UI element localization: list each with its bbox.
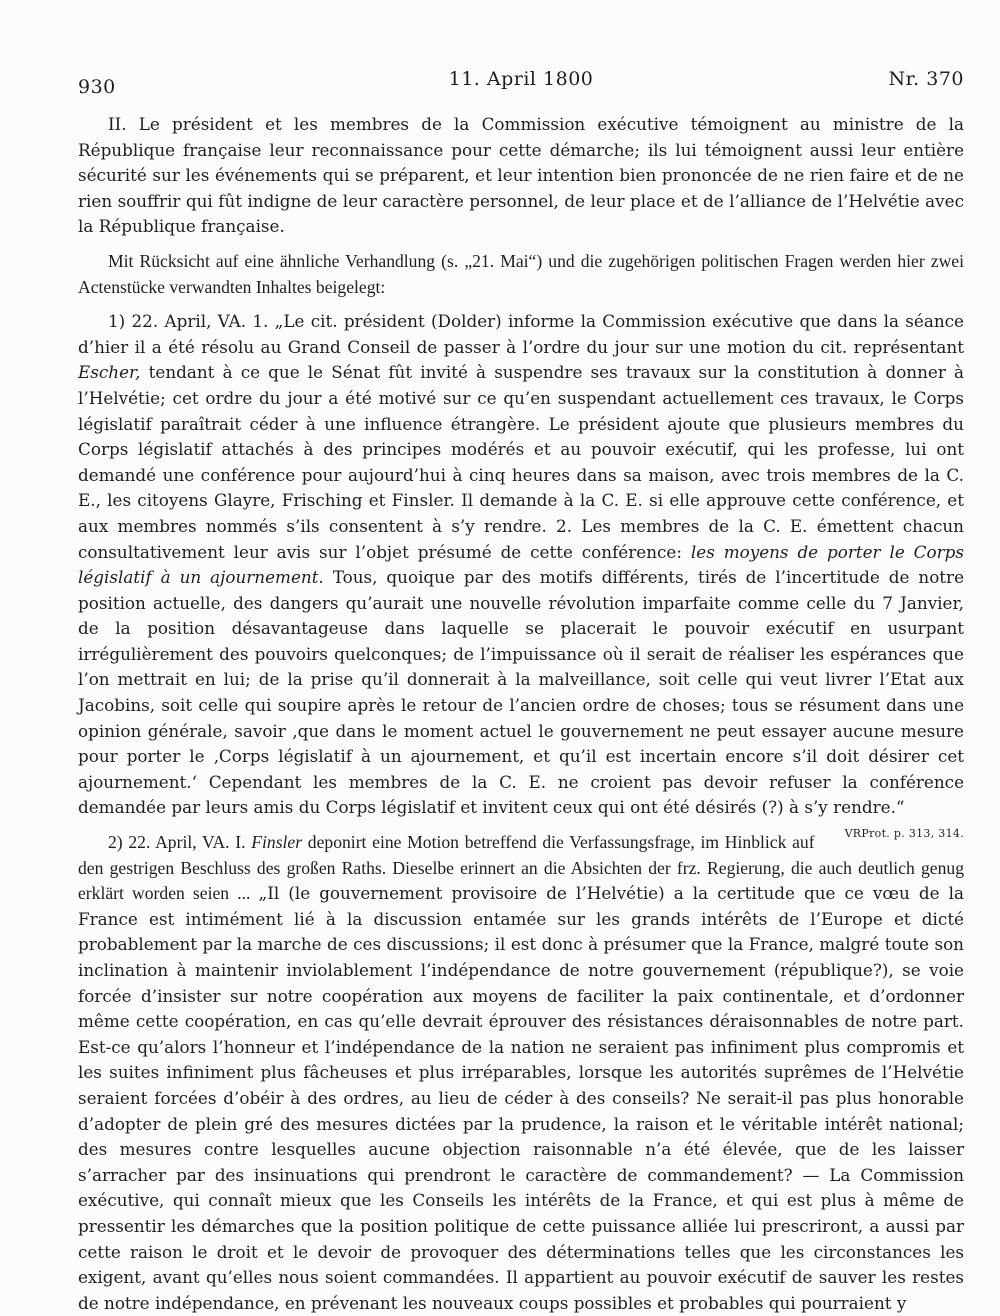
page-content <box>78 68 964 1316</box>
doc1-name-escher: Escher, <box>78 362 141 383</box>
paragraph-editorial-note <box>78 249 964 300</box>
doc1-tail: Tous, quoique par des motifs différents, tirés de l’incertitude de notre position actuelle, des dangers qu’aurait une nouvelle révolution imparfaite comme celle du 7 Janvier, de la position désavantageuse dans laquelle se placerait le pouvoir exécutif en usurpant irrégulièrement des pouvoirs quelconques; de l’impuissance où il serait de réaliser les espérances que l’on mettrait en lui; de la prise qu’il donnerait à la malveillance, soit celle qui veut livrer l’Etat aux Jacobins, soit celle qui soupire après le retour de l’ancien ordre de choses; tous se résument dans une opinion générale, savoir ‚que dans le moment actuel le gouvernement ne peut essayer aucune mesure pour porter le ‚Corps législatif à un ajournement, et qu’il est incertain encore s’il doit désirer cet ajournement.‘ Cependant les membres de la C. E. ne croient pas devoir refuser la conférence demandée par leurs amis du Corps législatif et invitent ceux qui ont été désirés (?) à s’y rendre.“ <box>78 567 964 818</box>
paragraph-text: II. Le président et les membres de la Commission exécutive témoignent au ministre de la République française leur reconnaissance pour cette démarche; ils lui témoignent aussi leur entière sécurité sur les événements qui se préparent, et leur intention bien prononcée de ne rien faire et de ne rien souffrir qui fût indigne de leur caractère personnel, de leur place et de l’alliance de l’Helvétie avec la République française. <box>78 114 964 237</box>
paragraph-text: Mit Rücksicht auf eine ähnliche Verhandlung (s. „21. Mai“) und die zugehörigen politischen Fragen werden hier zwei Actenstücke verwandten Inhaltes beigelegt: <box>78 250 964 297</box>
doc2-lead: 2) 22. April, VA. I. <box>108 832 252 853</box>
doc1-mid: tendant à ce que le Sénat fût invité à suspendre ses travaux sur la constitution à donner à l’Helvétie; cet ordre du jour a été motivé sur ce qu’en suspendant actuellement ces travaux, le Corps législatif paraîtrait céder à une influence étrangère. Le président ajoute que plusieurs membres du Corps législatif attachés à des principes modérés et au pouvoir exécutif, qui les professe, lui ont demandé une conférence pour aujourd’hui à cinq heures dans sa maison, avec trois membres de la C. E., les citoyens Glayre, Frisching et Finsler. Il demande à la C. E. si elle approuve cette conférence, et aux membres nommés s’ils consentent à s’y rendre. 2. Les membres de la C. E. émettent chacun consultativement leur avis sur l’objet présumé de cette conférence: <box>78 362 964 562</box>
source-reference: VRProt. p. 313, 314. <box>844 827 964 841</box>
paragraph-commission-reply <box>78 112 964 240</box>
doc1-italic-quote: les moyens de porter le Corps législatif à un ajournement. <box>78 541 964 588</box>
doc2-french-quote: „Il (le gouvernement provisoire de l’Helvétie) a la certitude que ce vœu de la France est intimément lié à la discussion entamée sur les grands intérêts de l’Europe et dicté probablement par la marche de ces discussions; il est donc à présumer que la France, malgré toute son inclination à maintenir inviolablement l’indépendance de notre gouvernement (république?), se voie forcée d’insister sur notre coopération aux moyens de faciliter la paix continentale, et d’ordonner même cette coopération, en cas qu’elle devrait éprouver des résistances déraisonnables de notre part. Est-ce qu’alors l’honneur et l’indépendance de la nation ne seraient pas infiniment plus compromis et les suites infiniment plus fâcheuses et plus irréparables, lorsque les autorités suprêmes de l’Helvétie seraient forcées d’obéir à des ordres, au lieu de céder à des conseils? Ne serait-il pas plus honorable d’adopter de plein gré des mesures dictées par la prudence, la raison et le véritable intérêt national; des mesures contre lesquelles aucune objection raisonnable n’a été élevée, que de les laisser s’arracher par des insinuations qui prendront le caractère de commandement? — La Commission exécutive, qui connaît mieux que les Conseils les intérêts de la France, et qui est plus à même de pressentir les démarches que la position politique de cette puissance alliée lui prescriront, a aussi par cette raison le droit et le devoir de provoquer des déterminations telles que les circonstances les exigent, avant qu’elles nous soient commandées. Il appartient au pouvoir exécutif de sauver les restes de notre indépendance, en prévenant les nouveaux coups possibles et probables qui pourraient y <box>78 883 964 1313</box>
body-text <box>78 112 964 1316</box>
document-number: Nr. 370 <box>888 68 964 90</box>
page-number: 930 <box>78 76 116 98</box>
doc2-name-finsler: Finsler <box>251 832 303 853</box>
doc1-lead: 1) 22. April, VA. 1. „Le cit. président (Dolder) informe la Commission exécutive que dans la séance d’hier il a été résolu au Grand Conseil de passer à l’ordre du jour sur une motion du cit. représentant <box>78 311 964 357</box>
running-header <box>78 68 964 102</box>
header-date: 11. April 1800 <box>448 68 594 90</box>
paragraph-document-2 <box>78 830 964 1316</box>
paragraph-document-1 <box>78 309 964 841</box>
doc2-german-text: deponirt eine Motion betreffend die Verfassungsfrage, im Hinblick auf den gestrigen Beschluss des großen Raths. Dieselbe erinnert an die Absichten der frz. Regierung, die auch deutlich genug erklärt worden seien ... <box>78 832 964 904</box>
